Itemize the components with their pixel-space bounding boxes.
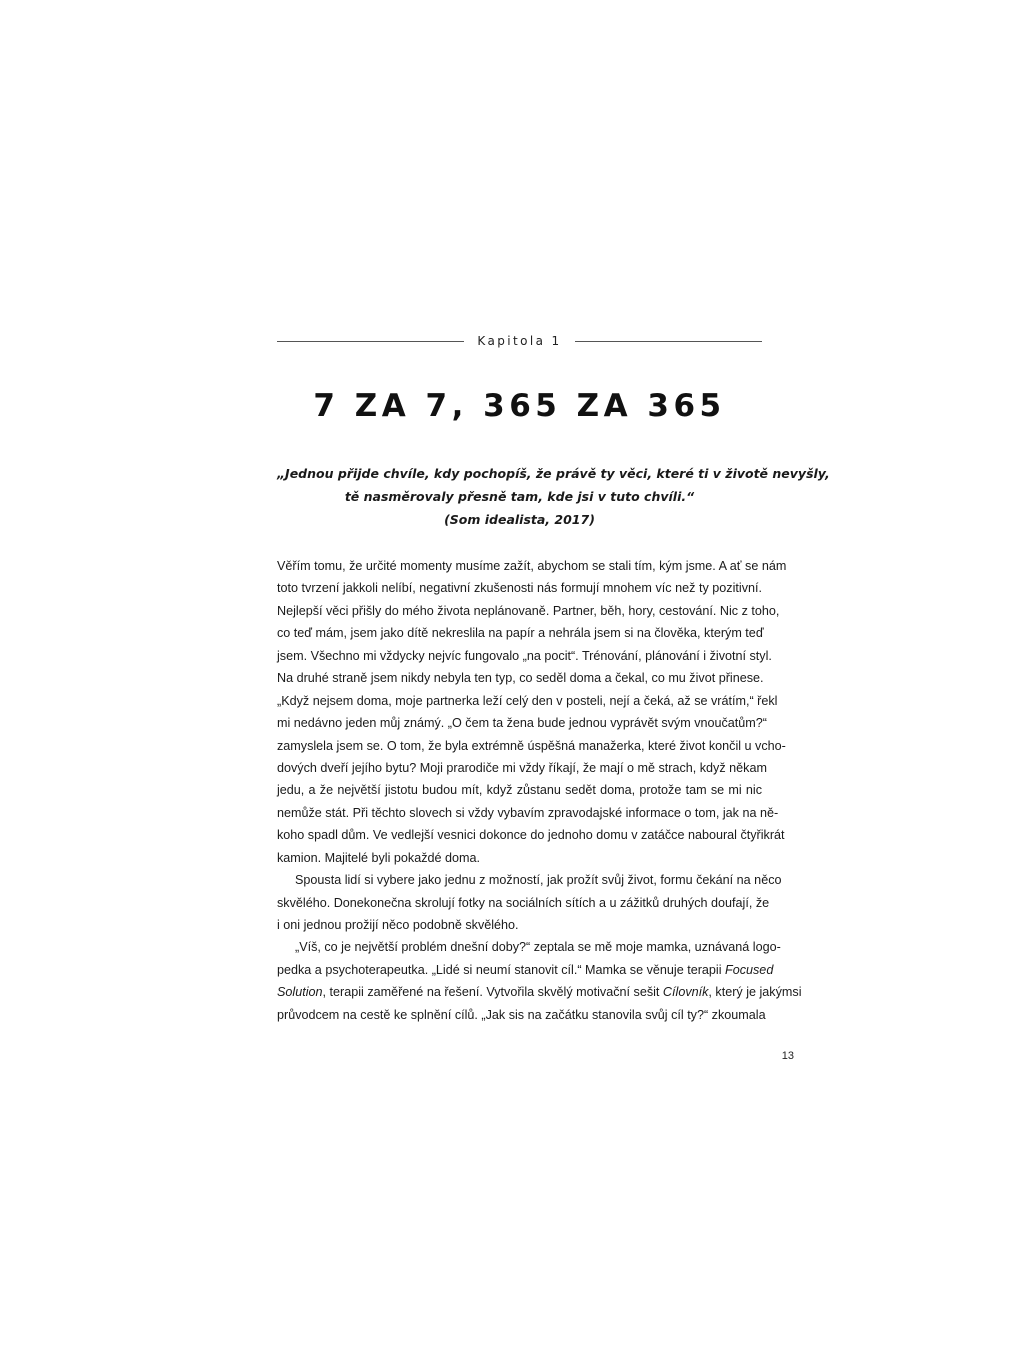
text-line: toto tvrzení jakkoli nelíbí, negativní zkušenosti nás formují mnohem víc než ty pozitivní.: [277, 581, 762, 596]
text-line: koho spadl dům. Ve vedlejší vesnici dokonce do jednoho domu v zatáčce naboural čtyřikrát: [277, 828, 785, 843]
text-line: dových dveří jejího bytu? Moji prarodiče mi vždy říkají, že mají o mě strach, když někam: [277, 760, 767, 775]
header-rule-right: [575, 341, 762, 342]
text-line: „Když nejsem doma, moje partnerka leží celý den v posteli, nejí a čeká, až se vrátím,“ řekl: [277, 693, 778, 708]
text-line: co teď mám, jsem jako dítě nekreslila na papír a nehrála jsem si na člověka, kterým teď: [277, 626, 764, 641]
text-line: pedka a psychoterapeutka. „Lidé si neumí stanovit cíl.“ Mamka se věnuje terapii Focused: [277, 962, 774, 977]
text-line: zamyslela jsem se. O tom, že byla extrémně úspěšná manažerka, které život končil u vcho-: [277, 738, 786, 753]
text-line: jsem. Všechno mi vždycky nejvíc fungovalo „na pocit“. Trénování, plánování i životní styl.: [277, 648, 772, 663]
header-rule-left: [277, 341, 464, 342]
text-line: Spousta lidí si vybere jako jednu z možností, jak prožít svůj život, formu čekání na něco: [295, 873, 782, 888]
text-line: jedu, a že největší jistotu budou mít, když zůstanu sedět doma, protože tam se mi nic: [277, 783, 762, 798]
chapter-header: [277, 331, 762, 351]
text-line: Věřím tomu, že určité momenty musíme zažít, abychom se stali tím, kým jsme. A ať se nám: [277, 559, 787, 573]
motto-source: (Som idealista, 2017): [444, 512, 595, 527]
text-line: Solution, terapii zaměřené na řešení. Vytvořila skvělý motivační sešit Cílovník, který je jakýmsi: [277, 985, 802, 1000]
page-number: 13: [781, 1050, 794, 1062]
text-line: Nejlepší věci přišly do mého života neplánovaně. Partner, běh, hory, cestování. Nic z toho,: [277, 603, 780, 618]
text-line: průvodcem na cestě ke splnění cílů. „Jak sis na začátku stanovila svůj cíl ty?“ zkoumala: [277, 1007, 766, 1022]
text-line: mi nedávno jeden můj známý. „O čem ta žena bude jednou vyprávět svým vnoučatům?“: [277, 716, 768, 731]
text-line: kamion. Majitelé byli pokaždé doma.: [277, 850, 481, 865]
text-line: i oni jednou prožijí něco podobně skvělého.: [277, 918, 519, 932]
motto-quote: [277, 462, 830, 531]
body-text: [277, 555, 802, 1026]
chapter-label: Kapitola 1: [477, 334, 562, 348]
chapter-title: 7 ZA 7, 365 ZA 365: [313, 388, 726, 424]
text-line: „Víš, co je největší problém dnešní doby?“ zeptala se mě moje mamka, uznávaná logo-: [295, 940, 781, 955]
motto-line: tě nasměrovaly přesně tam, kde jsi v tuto chvíli.“: [344, 489, 695, 504]
text-line: skvělého. Donekonečna skrolují fotky na sociálních sítích a u zážitků druhých doufají, že: [277, 895, 770, 910]
motto-line: „Jednou přijde chvíle, kdy pochopíš, že právě ty věci, které ti v životě nevyšly,: [277, 466, 830, 481]
text-line: nemůže stát. Při těchto slovech si vždy vybavím zpravodajské informace o tom, jak na ně-: [277, 805, 779, 820]
text-line: Na druhé straně jsem nikdy nebyla ten typ, co seděl doma a čekal, co mu život přinese.: [277, 671, 764, 686]
